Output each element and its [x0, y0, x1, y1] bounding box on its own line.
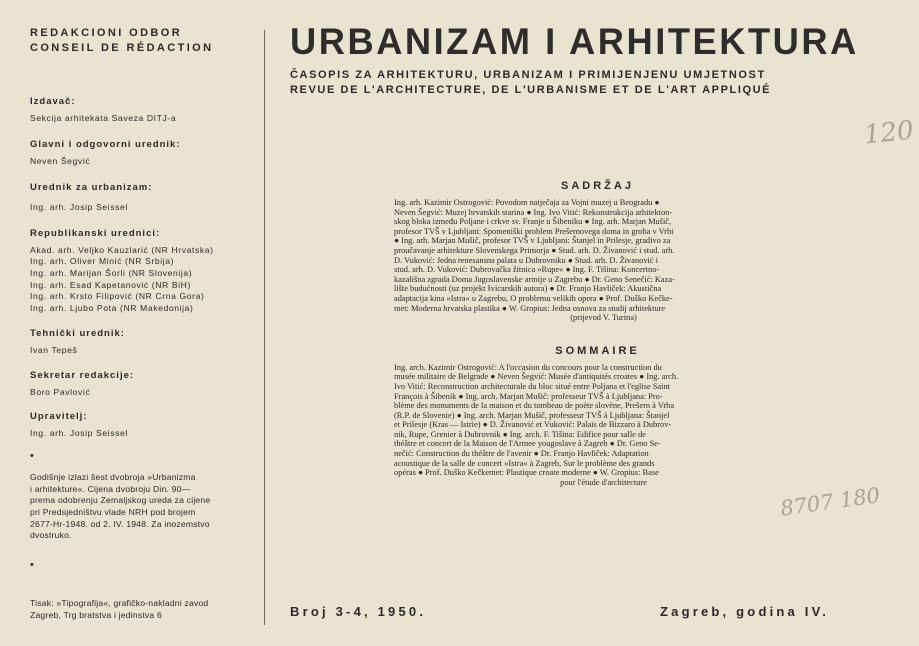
sommaire-line: Ivo Vitić: Reconstruction architecturale du bloc situé entre Poljana et l'eglise Saint: [394, 381, 670, 391]
contents-line: skog bloka između Poljane i crkve sv. Franje u Šibeniku ● Ing. arh. Marjan Mušič,: [394, 217, 672, 227]
section-publisher: [30, 96, 255, 125]
sommaire-line: nik, Rupe, Grenier à Dubrovnik ● Ing. arch. F. Tišina: Edifice pour salle de: [394, 429, 646, 439]
contents-line: lište budućnosti (uz projekt švicarskih autora) ● Dr. Franjo Havliček: Akustična: [394, 284, 662, 294]
section-title: Republikanski urednici:: [30, 227, 161, 239]
pencil-annotation-bottom: 8707 180: [778, 483, 882, 521]
section-title: Urednik za urbanizam:: [30, 182, 153, 194]
note-line: dvostruko.: [30, 530, 72, 541]
section-title: Sekretar redakcije:: [30, 369, 135, 381]
contents-line: adaptacija kina »Istra« u Zagrebu, O problemu velikih opera ● Prof. Duško Kečke-: [394, 293, 673, 303]
section-line: Ivan Tepeš: [30, 345, 78, 356]
main-column: [290, 20, 905, 487]
issue-number: Broj 3-4, 1950.: [290, 604, 427, 619]
section-chief-editor: [30, 139, 255, 168]
section-line: Ing. arh. Esad Kapetanović (NR BiH): [30, 279, 191, 290]
contents-line: (prijevod V. Turina): [570, 313, 637, 323]
bullet-separator: •: [30, 450, 34, 463]
editorial-board-header-fr: CONSEIL DE RÉDACTION: [30, 42, 214, 54]
sommaire-line: nečić: Construction du théâtre de l'avenir ● Dr. Franjo Havliček: Adaptation: [394, 449, 649, 459]
note-line: 2677-Hr-1948. od 2. IV. 1948. Za inozemstvo: [30, 518, 210, 529]
editorial-board-header-hr: REDAKCIONI ODBOR: [30, 27, 183, 39]
contents-line: Neven Šegvić: Muzej hrvatskih starina ● Ing. Ivo Vitić: Rekonstrukcija arhitekton-: [394, 207, 673, 217]
contents-line: Ing. arh. Kazimir Ostrogović: Povodom natječaja za Vojni muzej u Beogradu ●: [394, 198, 660, 207]
sommaire-text: [394, 363, 813, 488]
bullet-separator: •: [30, 558, 34, 571]
subtitle-french: REVUE DE L'ARCHITECTURE, DE L'URBANISME ET DE L'ART APPLIQUÉ: [290, 84, 772, 96]
contents-line: met: Moderna hrvatska plastika ● W. Gropius: Jedna osnova za studij arhitekture: [394, 303, 666, 313]
contents-line: stud. arh. D. Vuković: Dubrovačka žitnica »Rupe« ● Ing. F. Tišina: Koncertno-: [394, 265, 660, 275]
sommaire-line: et Prilesje (Kras — Istrie) ● D. Živanović et Vuković: Palais de Bizzaro à Dubrov-: [394, 420, 672, 430]
section-manager: [30, 411, 255, 440]
section-secretary: [30, 370, 255, 399]
sommaire-line: acoustique de la salle de concert »Istra« à Zagreb, Sur le problème des grands: [394, 458, 655, 468]
note-line: Godišnje izlazi šest dvobroja »Urbanizma: [30, 472, 196, 483]
subscription-note: [30, 472, 255, 542]
sommaire-heading: SOMMAIRE: [555, 344, 640, 357]
editorial-board-header: [30, 26, 255, 56]
section-line: Ing. arh. Oliver Minić (NR Srbija): [30, 256, 175, 267]
sommaire-line: théâtre et concert de la Maison de l'Armee yougoslave à Zagreb ● Dr. Geno Se-: [394, 439, 661, 449]
contents-line: proučavanje arhitekture Slovenskega Primorja ● Stud. arh. D. Živanović i stud. arh.: [394, 245, 675, 255]
section-line: Boro Pavlović: [30, 386, 91, 397]
section-line: Neven Šegvić: [30, 155, 91, 166]
place-and-year: Zagreb, godina IV.: [660, 604, 830, 619]
contents-line: D. Vuković: Jedna renesansna palata u Dubrovniku ● Stud. arh. D. Živanović i: [394, 255, 658, 265]
contents-line: profesor TVŠ v Ljubljani: Spomeniški problem Prešernovega doma in groba v Vrbi: [394, 226, 674, 236]
contents-line: ● Ing. arh. Marjan Mušič, profesor TVŠ v Ljubljani: Štanjel in Prilesje, gradivo za: [394, 236, 671, 246]
section-title: Upravitelj:: [30, 410, 88, 422]
pencil-annotation-top: 120: [862, 115, 916, 151]
column-divider: [264, 30, 265, 625]
section-line: Ing. arh. Krsto Filipović (NR Crna Gora): [30, 291, 205, 302]
sommaire-line: (R.P. de Slovenie) ● Ing. arch. Marjan Mušič, professeur TVŠ à Ljubljana: Štanjel: [394, 410, 670, 420]
magazine-title: URBANIZAM I ARHITEKTURA: [290, 21, 859, 62]
section-line: Sekcija arhitekata Saveza DITJ-a: [30, 113, 177, 123]
sommaire-line: blème des monuments de la maison et du tombeau de poète slovène, Prešern à Vrba: [394, 401, 675, 411]
section-line: Ing. arh. Marijan Šorli (NR Slovenija): [30, 267, 193, 278]
section-line: Ing. arh. Ljubo Pota (NR Makedonija): [30, 302, 194, 313]
sommaire-line: François à Šibenik ● Ing. arch. Marjan Mušič: professeur TVŠ à Ljubljana: Pro-: [394, 391, 663, 401]
contents-heading: SADRŽAJ: [561, 180, 634, 192]
section-line: Ing. arh. Josip Seissel: [30, 427, 128, 438]
printer-line: Tisak: »Tipografija«, grafičko-nakladni zavod: [30, 598, 209, 608]
note-line: prema odobrenju Zemaljskog ureda za cijene: [30, 495, 211, 506]
sommaire-line: pour l'étude d'architecture: [560, 477, 647, 487]
printer-line: Zagreb, Trg bratstva i jedinstva 6: [30, 609, 162, 620]
contents-line: kazališna zgrada Doma Jugoslavenske armije u Zagrebu ● Dr. Geno Senečić: Kaza-: [394, 274, 675, 284]
section-republic-editors: [30, 228, 255, 315]
editorial-board-column: [30, 26, 255, 571]
section-title: Tehnički urednik:: [30, 328, 125, 340]
note-line: i arhitekture«. Cijena dvobroju Din. 90—: [30, 483, 191, 494]
section-line: Akad. arh. Veljko Kauzlarić (NR Hrvatska): [30, 244, 214, 255]
section-title: Glavni i odgovorni urednik:: [30, 138, 181, 150]
section-urbanism-editor: [30, 182, 255, 214]
printer-info: [30, 598, 260, 621]
section-title: Izdavač:: [30, 96, 76, 107]
sommaire-line: Ing. arch. Kazimir Ostrogović: A l'occasion du concours pour la construction du: [394, 362, 662, 372]
sommaire-line: opéras ● Prof. Duško Kečkemet: Plastique croate moderne ● W. Gropius: Base: [394, 468, 659, 478]
section-technical-editor: [30, 328, 255, 357]
note-line: pri Predsjedništvu vlade NRH pod brojem: [30, 506, 196, 517]
section-line: Ing. arh. Josip Seissel: [30, 202, 128, 213]
sommaire-line: musée militaire de Belgrade ● Neven Šegvić: Musée d'antiquités croates ● Ing. arch.: [394, 372, 679, 382]
subtitle-croatian: ČASOPIS ZA ARHITEKTURU, URBANIZAM I PRIMIJENJENU UMJETNOST: [290, 69, 766, 81]
contents-text: [394, 198, 813, 323]
